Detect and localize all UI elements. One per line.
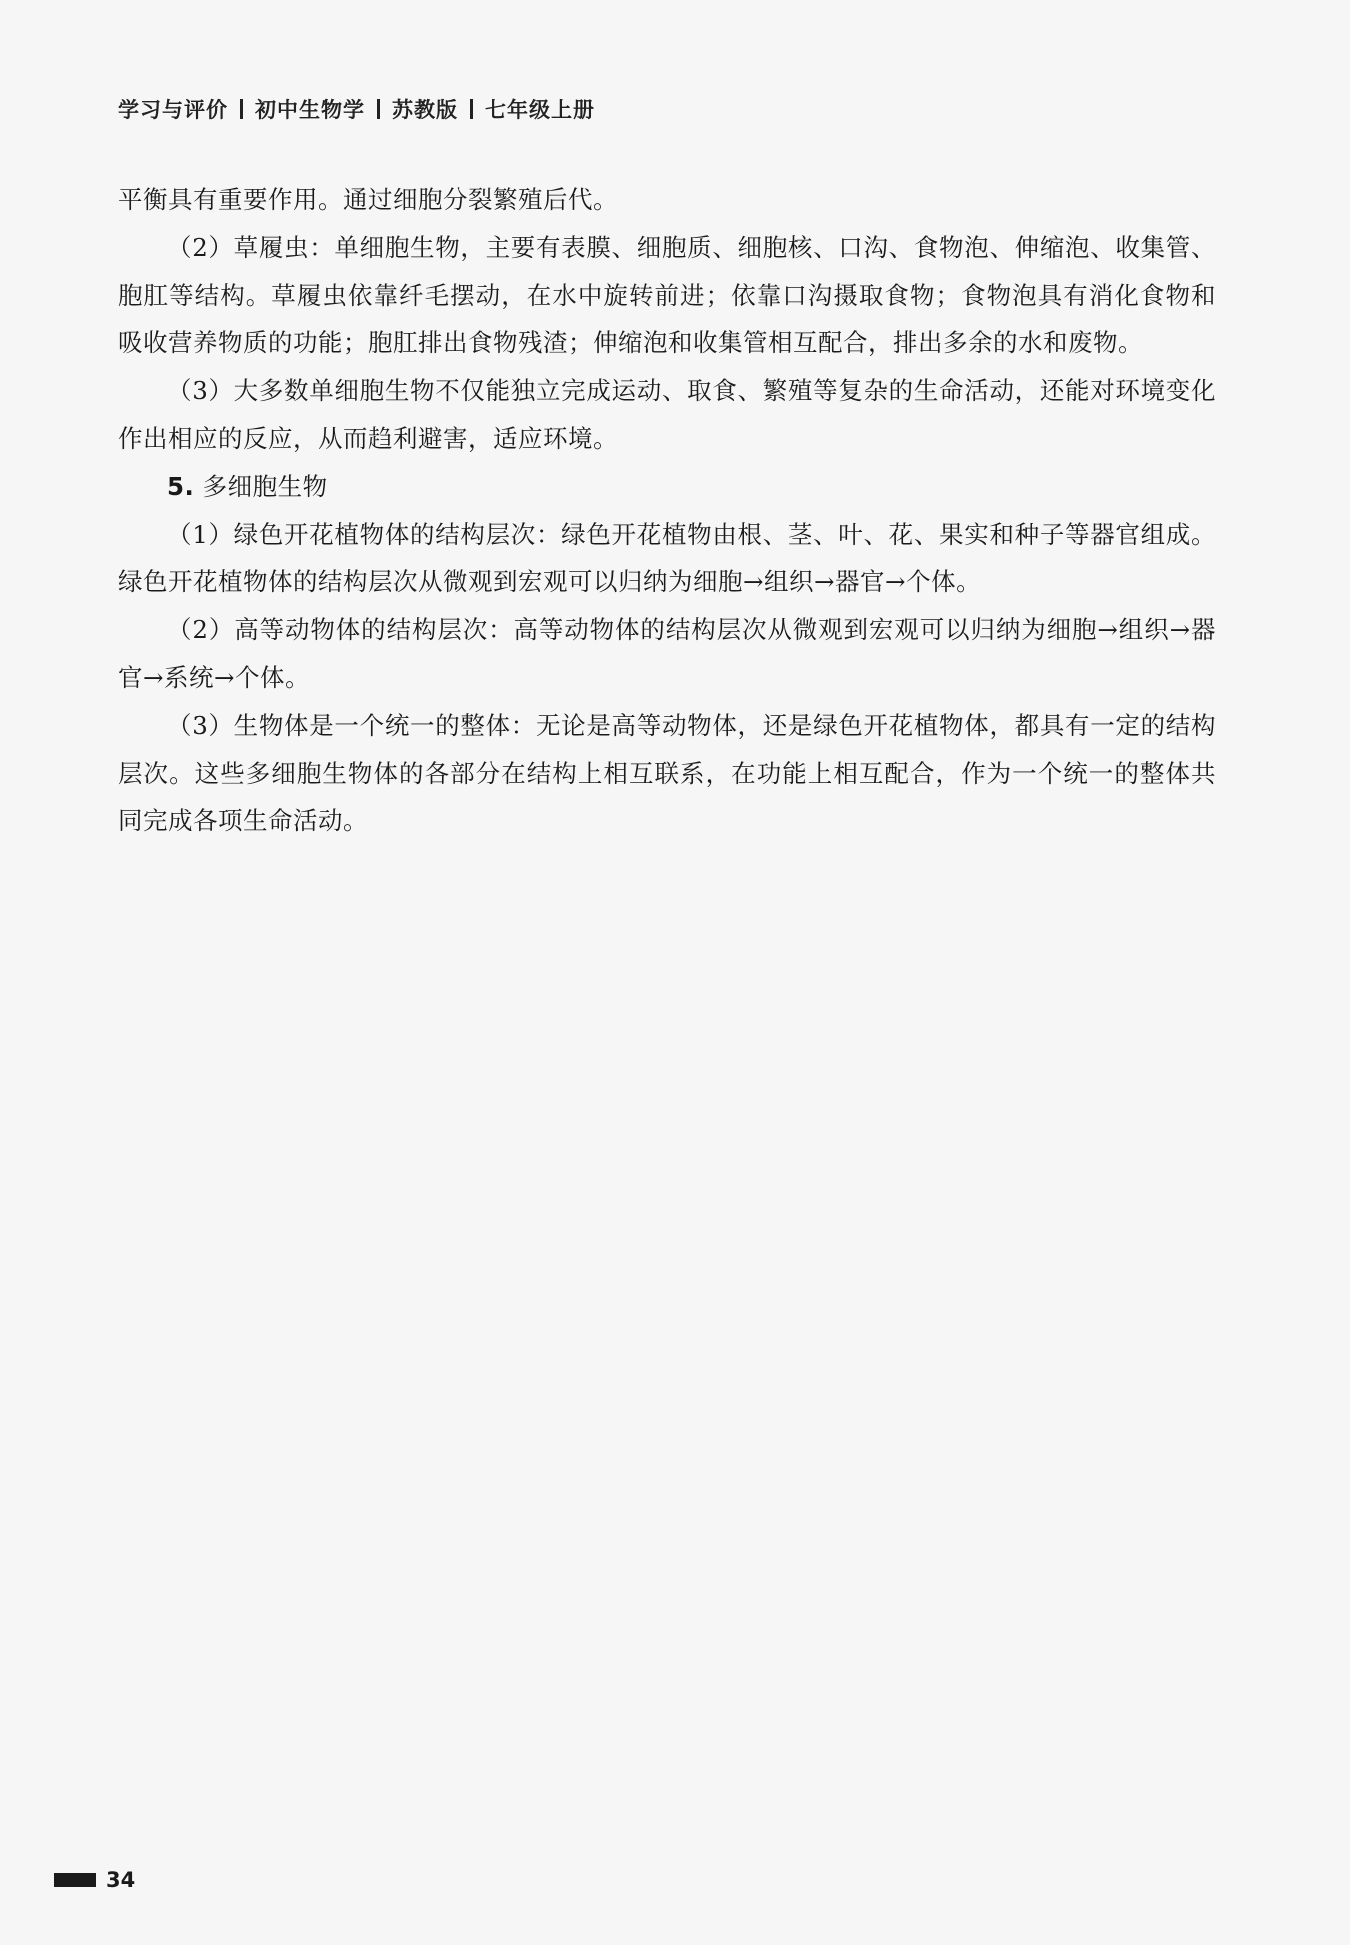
paragraph-plant-structure: （1）绿色开花植物体的结构层次：绿色开花植物由根、茎、叶、花、果实和种子等器官组成。绿色开花植物体的结构层次从微观到宏观可以归纳为细胞→组织→器官→个体。 [118,519,1216,597]
page-footer [54,1866,135,1894]
running-header [118,94,595,124]
section-title: 多细胞生物 [202,471,328,501]
page-number: 34 [106,1868,136,1892]
section-heading [118,463,1216,511]
footer-bar-mark [54,1873,96,1887]
paragraph-unified-organism: （3）生物体是一个统一的整体：无论是高等动物体，还是绿色开花植物体，都具有一定的结构层次。这些多细胞生物体的各部分在结构上相互联系，在功能上相互配合，作为一个统一的整体共同完成各项生命活动。 [118,710,1216,836]
body-text [118,176,1216,845]
paragraph-animal-structure: （2）高等动物体的结构层次：高等动物体的结构层次从微观到宏观可以归纳为细胞→组织→器官→系统→个体。 [118,615,1216,692]
header-grade: 七年级上册 [485,98,595,122]
header-separator [377,99,380,119]
header-series-title: 学习与评价 [118,98,228,122]
paragraph-continued: 平衡具有重要作用。通过细胞分裂繁殖后代。 [118,185,618,214]
paragraph-single-cell-summary: （3）大多数单细胞生物不仅能独立完成运动、取食、繁殖等复杂的生命活动，还能对环境变化作出相应的反应，从而趋利避害，适应环境。 [118,376,1216,453]
header-subject: 初中生物学 [255,98,365,122]
header-edition: 苏教版 [392,98,458,122]
header-separator [470,99,473,119]
section-number: 5. [167,471,195,501]
header-separator [240,99,243,119]
paragraph-paramecium: （2）草履虫：单细胞生物，主要有表膜、细胞质、细胞核、口沟、食物泡、伸缩泡、收集管、胞肛等结构。草履虫依靠纤毛摆动，在水中旋转前进；依靠口沟摄取食物；食物泡具有消化食物和吸收营养物质的功能；胞肛排出食物残渣；伸缩泡和收集管相互配合，排出多余的水和废物。 [118,232,1216,358]
